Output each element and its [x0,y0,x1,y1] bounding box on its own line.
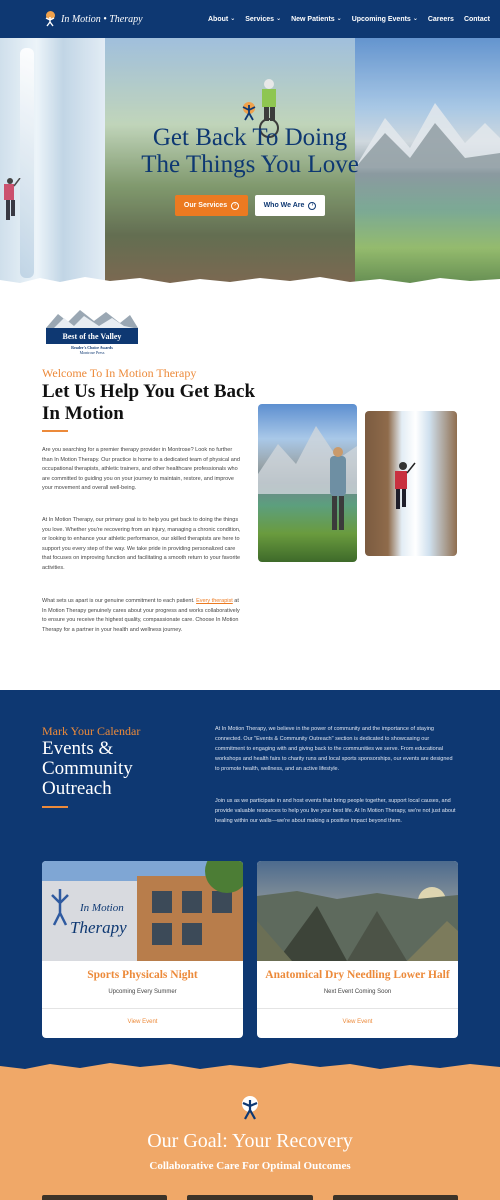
events-subtitle: Mark Your Calendar [42,724,141,738]
nav-item-upcoming-events[interactable]: Upcoming Events ⌄ [351,15,418,23]
logo-figure-icon [42,11,58,27]
svg-text:In Motion: In Motion [80,902,124,914]
event-image-canyon [257,861,458,961]
chevron-down-icon: ⌄ [276,16,282,22]
welcome-paragraph-3: What sets us apart is our genuine commitment to each patient. Every therapist at In Motion Therapy genuinely cares about your progress and works collaboratively to ensure you receive the highest quality, compassionate care. Choose In Motion Therapy for a partner in your health and wellness journey. [42,598,240,633]
event-card-date: Upcoming Every Summer [108,989,177,995]
events-title-underline [42,806,68,808]
chevron-down-icon: ⌄ [336,16,342,22]
site-logo[interactable] [42,11,143,27]
events-paragraph-1: At In Motion Therapy, we believe in the power of community and the importance of staying connected. Our "Events & Community Outreach" section is dedicated to showcasing our commitment to engaging with and giving back to the communities we serve. From educational workshops and health fairs to charity runs and local sports sponsorships, our events are designed to promote health, wellness, and an active lifestyle. [215,726,453,772]
top-navigation [0,0,500,38]
events-title: Events & Community Outreach [42,738,133,799]
hero-title: Get Back To Doing The Things You Love [141,124,359,178]
event-card-sports-physicals[interactable] [42,861,243,1038]
logo-figure-icon [236,1093,264,1121]
our-services-button[interactable]: Our Services › [175,195,248,216]
view-event-link[interactable]: View Event [342,1019,373,1025]
nav-item-contact[interactable]: Contact [463,15,490,23]
title-underline [42,430,68,432]
photo-hiker-alpine-lake [258,404,357,562]
every-therapist-link[interactable]: Every therapist [196,598,233,604]
event-card-dry-needling[interactable] [257,861,458,1038]
view-event-link[interactable]: View Event [127,1019,158,1025]
torn-edge-divider [0,1058,500,1074]
goal-subtitle: Collaborative Care For Optimal Outcomes [149,1160,351,1172]
event-card-date: Next Event Coming Soon [323,989,392,995]
chevron-down-icon: ⌄ [412,16,418,22]
hero-banner [0,38,500,285]
svg-text:Montrose Press: Montrose Press [79,350,105,354]
who-we-are-button[interactable]: Who We Are › [255,195,325,216]
welcome-title: Let Us Help You Get Back In Motion [42,381,256,424]
welcome-paragraph-1: Are you searching for a premier therapy provider in Montrose? Look no further than In Motion Therapy. Our practice is home to a dedicated team of physical and occupational therapists, athletic trainers, and other healthcare professionals who are committed to guiding you on your journey to maintain, restore, and improve your movement and overall well-being. [42,447,240,492]
svg-text:Best of the Valley: Best of the Valley [62,332,122,341]
nav-item-about[interactable]: About ⌄ [208,15,236,23]
arrow-right-icon: › [308,202,316,210]
event-card-title: Anatomical Dry Needling Lower Half [265,969,450,981]
event-image-clinic-building [42,861,243,961]
logo-text: In Motion • Therapy [61,13,143,25]
svg-text:Reader's Choice Awards: Reader's Choice Awards [71,345,113,350]
event-card-title: Sports Physicals Night [87,969,198,981]
nav-item-services[interactable]: Services ⌄ [245,15,282,23]
events-paragraph-2: Join us as we participate in and host events that bring people together, support local causes, and provide valuable resources to help you live your best life. At In Motion Therapy, we're not just about healing within our walls—we're about making a positive impact beyond them. [215,798,456,824]
welcome-paragraph-2: At In Motion Therapy, our primary goal is to help you get back to doing the things you love. Whether you're recovering from an injury, managing a chronic condition, or looking to enhance your athletic performance, our skilled therapists are here to support you every step of the way. We take pride in providing personalized care that focuses on improving function and facilitating a smooth return to your favorite activities. [42,517,241,571]
goal-title: Our Goal: Your Recovery [147,1130,353,1152]
chevron-down-icon: ⌄ [230,16,236,22]
goal-photo-strip [42,1195,458,1200]
hero-logo-figure-icon [238,100,260,122]
svg-text:Therapy: Therapy [70,918,127,937]
best-of-the-valley-award-badge [44,308,140,354]
nav-item-careers[interactable]: Careers [427,15,454,23]
photo-ice-climber [365,411,457,556]
nav-menu [208,16,490,23]
torn-edge-divider [0,270,500,288]
nav-item-new-patients[interactable]: New Patients ⌄ [291,15,342,23]
welcome-subtitle: Welcome To In Motion Therapy [42,366,197,380]
arrow-right-icon: › [231,202,239,210]
